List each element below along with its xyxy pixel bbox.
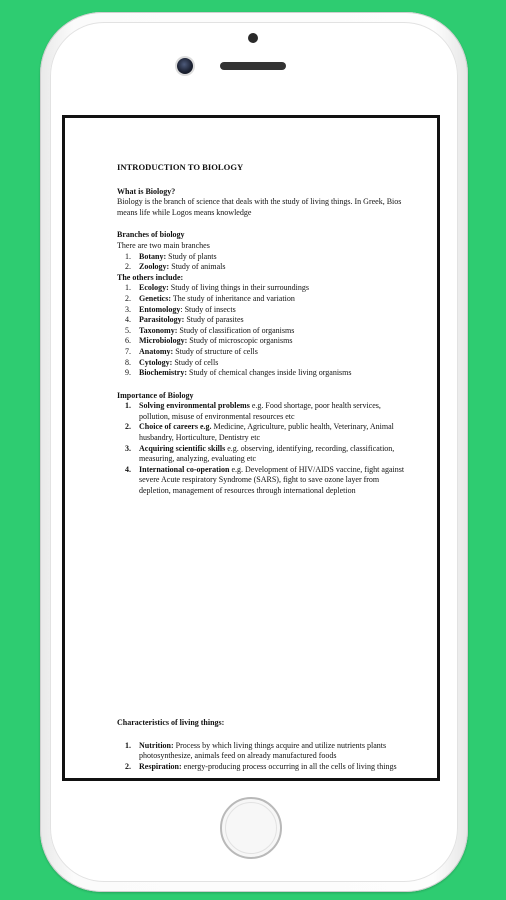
list-item-term: Microbiology: <box>139 336 188 346</box>
list-item-number: 9. <box>125 368 131 378</box>
list-item-number: 1. <box>125 740 131 750</box>
list-item <box>117 294 407 305</box>
list-item-description: Study of parasites <box>184 315 244 325</box>
what-is-heading: What is Biology? <box>117 186 176 196</box>
list-item-description: Study of microscopic organisms <box>187 336 293 346</box>
list-item-number: 6. <box>125 336 131 346</box>
list-item-number: 4. <box>125 464 131 474</box>
list-item <box>117 401 407 422</box>
list-item <box>117 762 407 773</box>
list-item-term: Solving environmental problems <box>139 401 250 411</box>
list-item-description: Study of living things in their surroundings <box>168 283 310 293</box>
list-item-description: Medicine, Agriculture, public health, Veterinary, Animal husbandry, Horticulture, Dentistry etc <box>139 422 394 443</box>
list-item-description: energy-producing process occurring in all the cells of living things <box>181 761 397 771</box>
list-item-term: Anatomy: <box>139 346 174 356</box>
list-item-number: 8. <box>125 357 131 367</box>
characteristics-section <box>117 718 407 772</box>
list-item-term: Genetics: <box>139 293 171 303</box>
home-button-icon[interactable] <box>220 797 282 859</box>
other-branches-list <box>117 283 407 378</box>
list-item-term: Taxonomy: <box>139 325 178 335</box>
list-item-number: 2. <box>125 293 131 303</box>
list-item <box>117 315 407 326</box>
list-item-number: 2. <box>125 422 131 432</box>
list-item-number: 1. <box>125 283 131 293</box>
list-item-term: Cytology: <box>139 357 173 367</box>
list-item-number: 7. <box>125 346 131 356</box>
list-item <box>117 305 407 316</box>
list-item-description: e.g. Food shortage, poor health services, pollution, misuse of environmental resources etc <box>139 401 381 421</box>
list-item <box>117 326 407 337</box>
list-item-number: 5. <box>125 325 131 335</box>
list-item-term: Nutrition: <box>139 740 174 750</box>
list-item-description: e.g. Development of HIV/AIDS vaccine, fight against severe Acute respiratory Syndrome (SARS), fight to save ozone layer from depletion, management of resources through international depletion <box>139 464 405 496</box>
others-heading: The others include: <box>117 272 184 282</box>
list-item-description: e.g. observing, identifying, recording, classification, measuring, analyzing, evaluating etc <box>139 443 395 464</box>
list-item-term: Botany: <box>139 251 167 261</box>
list-item-description: Process by which living things acquire and utilize nutrients plants photosynthesize, animals feed on already manufactured foods <box>139 740 387 761</box>
list-item <box>117 262 407 273</box>
branches-intro: There are two main branches <box>117 240 210 250</box>
list-item-number: 1. <box>125 251 131 261</box>
list-item <box>117 741 407 762</box>
list-item <box>117 358 407 369</box>
document-page <box>117 162 407 497</box>
list-item-term: Zoology: <box>139 262 170 272</box>
list-item-term: Acquiring scientific skills <box>139 443 226 453</box>
list-item <box>117 336 407 347</box>
characteristics-heading: Characteristics of living things: <box>117 718 225 727</box>
list-item-term: Ecology: <box>139 283 169 293</box>
list-item-description: Study of animals <box>169 262 226 272</box>
list-item-number: 3. <box>125 304 131 314</box>
list-item-term: Parasitology: <box>139 315 185 325</box>
list-item <box>117 422 407 443</box>
list-item <box>117 465 407 497</box>
list-item <box>117 444 407 465</box>
importance-list <box>117 401 407 496</box>
branches-heading: Branches of biology <box>117 230 185 240</box>
list-item-term: Respiration: <box>139 761 182 771</box>
list-item-description: Study of structure of cells <box>173 346 258 356</box>
list-item-description: The study of inheritance and variation <box>171 293 295 303</box>
main-branches-list <box>117 252 407 273</box>
camera-icon <box>177 58 193 74</box>
list-item-number: 2. <box>125 761 131 771</box>
list-item <box>117 252 407 263</box>
list-item <box>117 347 407 358</box>
proximity-sensor <box>248 33 258 43</box>
list-item-number: 3. <box>125 443 131 453</box>
list-item-term: Entomology <box>139 304 181 314</box>
list-item-description: Study of classification of organisms <box>177 325 295 335</box>
list-item <box>117 283 407 294</box>
list-item-number: 2. <box>125 262 131 272</box>
document-screen[interactable] <box>62 115 440 781</box>
importance-heading: Importance of Biology <box>117 390 194 400</box>
list-item-term: International co-operation <box>139 464 230 474</box>
list-item-term: Biochemistry: <box>139 368 187 378</box>
characteristics-list <box>117 741 407 773</box>
list-item-number: 4. <box>125 315 131 325</box>
list-item-term: Choice of careers e.g. <box>139 422 212 432</box>
what-is-paragraph: Biology is the branch of science that deals with the study of living things. In Greek, Bios means life while Logos means knowledge <box>117 197 402 217</box>
list-item-description: Study of cells <box>172 357 219 367</box>
document-title: INTRODUCTION TO BIOLOGY <box>117 162 244 172</box>
list-item-description: Study of plants <box>166 251 217 261</box>
list-item <box>117 368 407 379</box>
list-item-description: : Study of insects <box>180 304 236 314</box>
list-item-number: 1. <box>125 401 131 411</box>
speaker-grille <box>220 62 286 70</box>
list-item-description: Study of chemical changes inside living organisms <box>187 368 352 378</box>
